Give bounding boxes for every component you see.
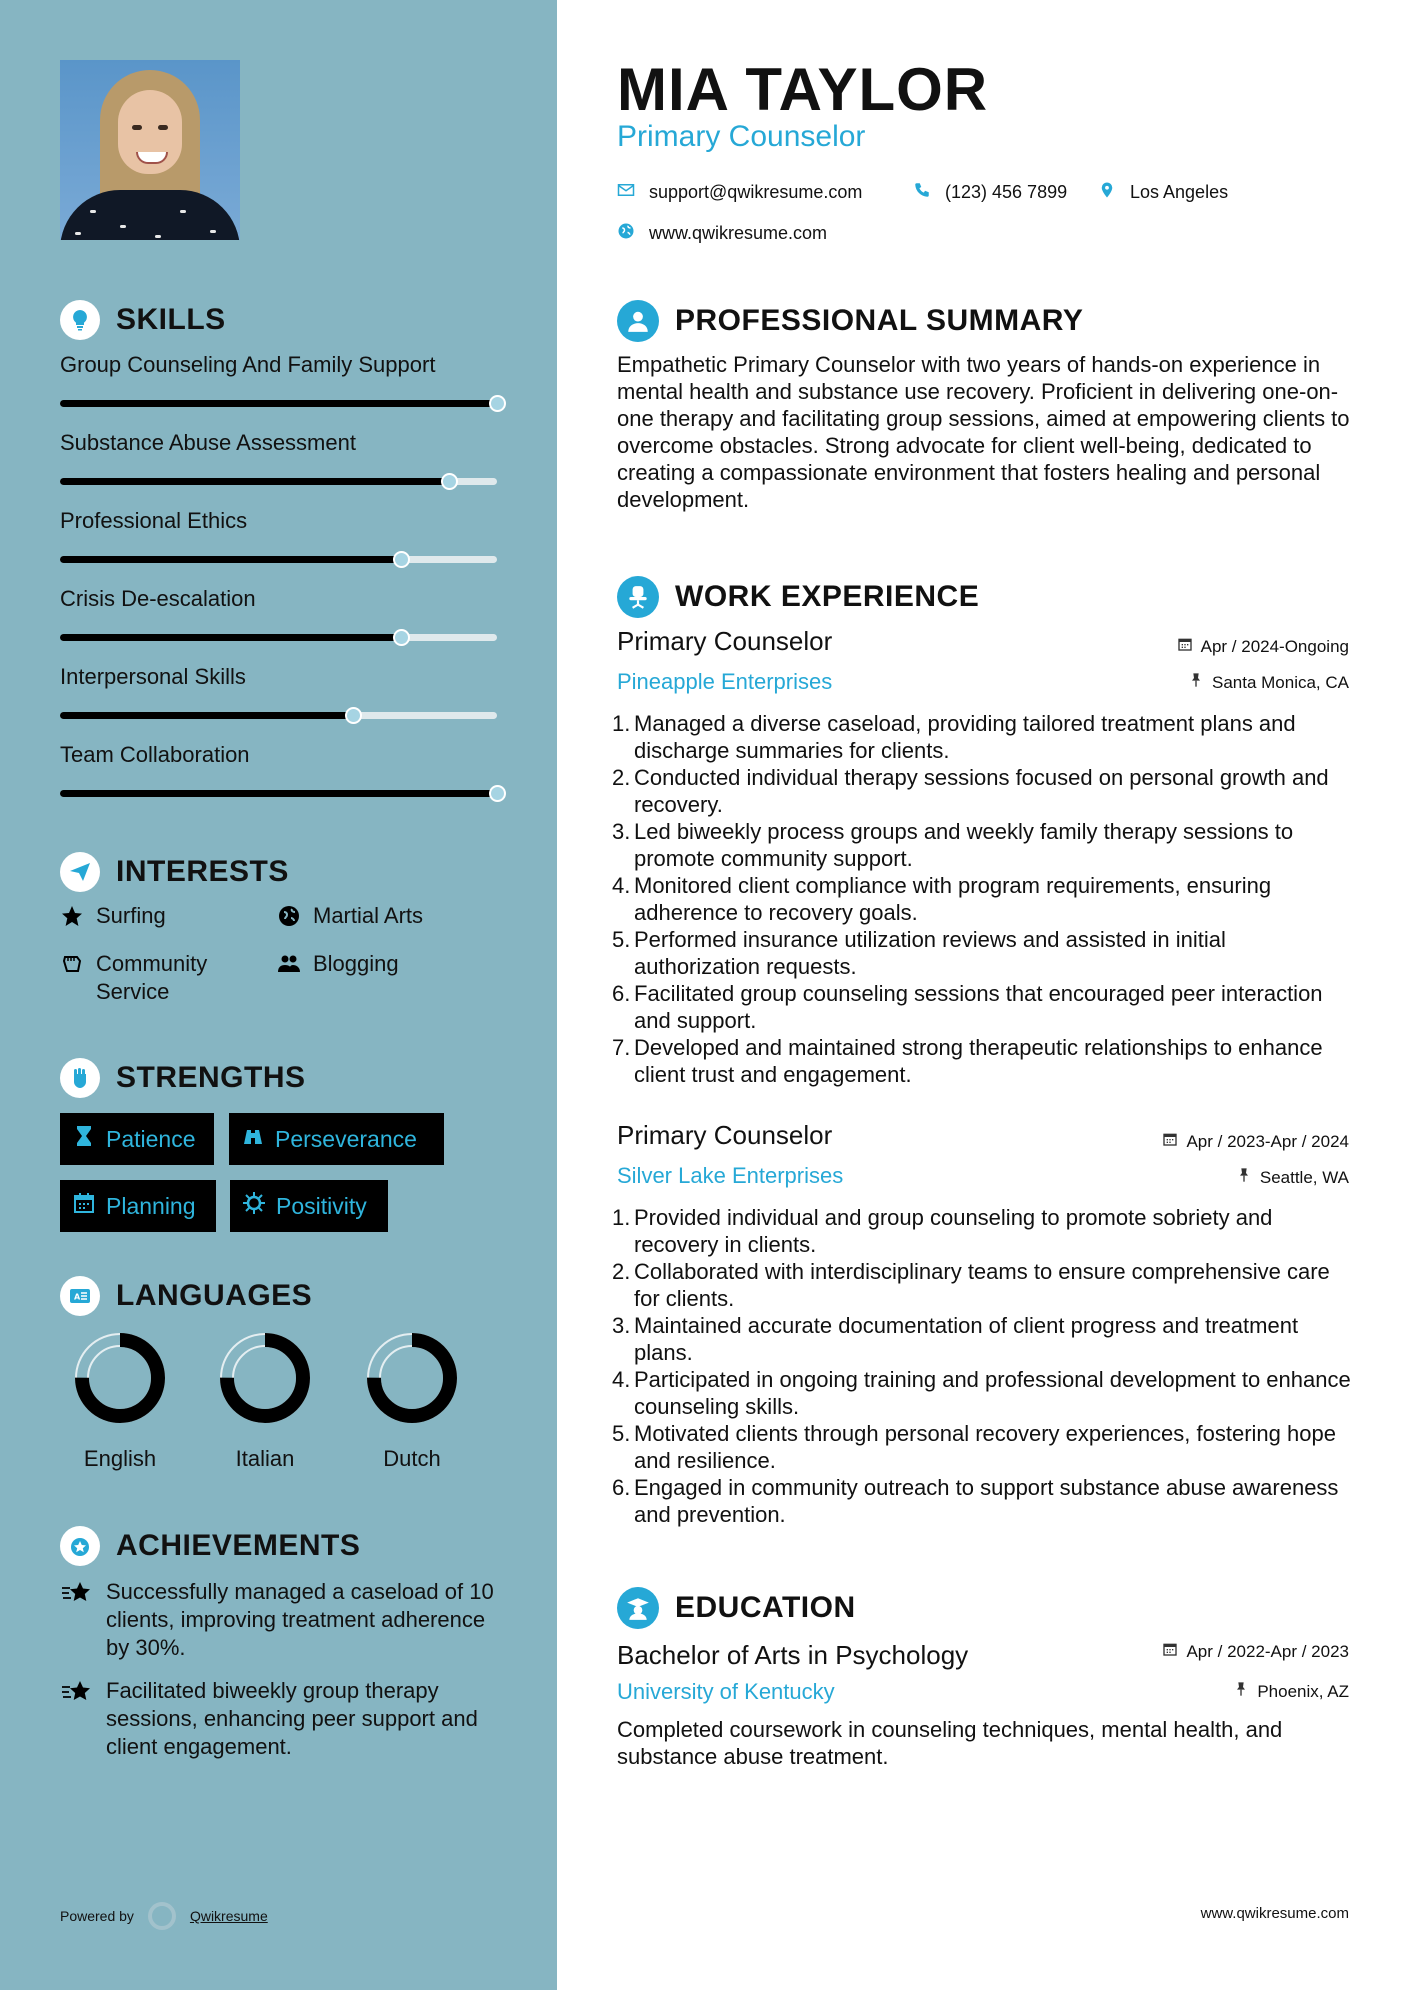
email-text: support@qwikresume.com [649, 182, 863, 202]
envelope-icon [617, 181, 635, 204]
skill-bar [60, 556, 497, 563]
bullet-number: 1. [612, 1205, 631, 1230]
bullet-text: Participated in ongoing training and professional development to enhance counseling skills. [634, 1367, 1351, 1419]
bullet-text: Maintained accurate documentation of client progress and treatment plans. [634, 1313, 1299, 1365]
job-bullet [612, 1420, 1357, 1474]
calendar-icon [1177, 636, 1193, 657]
calendar-icon [1162, 1131, 1178, 1152]
bullet-text: Performed insurance utilization reviews and assisted in initial authorization requests. [634, 927, 1226, 979]
qwikresume-logo-icon [148, 1902, 176, 1930]
star-icon [60, 902, 84, 935]
strength-label: Planning [106, 1192, 196, 1219]
bullet-text: Conducted individual therapy sessions focused on personal growth and recovery. [634, 765, 1329, 817]
interest-label: Blogging [313, 951, 399, 976]
bullet-text: Led biweekly process groups and weekly family therapy sessions to promote community support. [634, 819, 1294, 871]
location-text: Los Angeles [1130, 182, 1229, 202]
education-heading [617, 1587, 856, 1629]
chair-icon [617, 576, 659, 618]
degree-title: Bachelor of Arts in Psychology [617, 1640, 969, 1670]
achievement-text: Successfully managed a caseload of 10 clients, improving treatment adherence by 30%. [106, 1579, 494, 1660]
language-item [210, 1330, 320, 1472]
summary-text: Empathetic Primary Counselor with two years of hands-on experience in mental health and substance use recovery. Proficient in delivering one-on-one therapy and facilitating group sessions, aimed at empowering clients to overcome obstacles. Strong advocate for client well-being, dedicated to creating a compassionate environment that fosters healing and personal development. [617, 352, 1350, 512]
education-title: EDUCATION [675, 1591, 856, 1624]
calendar-icon [72, 1191, 96, 1221]
star-trophy-icon [60, 1578, 94, 1662]
interest-community-service [60, 950, 240, 1006]
profile-photo [60, 60, 240, 240]
job-bullets [612, 710, 1357, 1088]
interest-label: Martial Arts [313, 903, 424, 928]
fist-icon [60, 1058, 100, 1098]
contact-phone[interactable] [913, 181, 1067, 204]
hand-icon [60, 950, 84, 983]
job-company: Pineapple Enterprises [617, 669, 833, 694]
skill-label: Interpersonal Skills [60, 664, 246, 689]
candidate-role: Primary Counselor [617, 120, 866, 153]
sun-icon [242, 1191, 266, 1221]
job-bullet [612, 926, 1357, 980]
bullet-text: Managed a diverse caseload, providing tailored treatment plans and discharge summaries for clients. [634, 711, 1296, 763]
job-bullet [612, 710, 1357, 764]
language-level-ring [217, 1330, 313, 1426]
language-level-ring [364, 1330, 460, 1426]
bullet-number: 7. [612, 1035, 631, 1060]
achievements-heading [60, 1526, 360, 1566]
bullet-number: 2. [612, 1259, 631, 1284]
interest-label: Community Service [96, 951, 208, 1004]
language-item [65, 1330, 175, 1472]
skill-label: Crisis De-escalation [60, 586, 256, 611]
skill-bar [60, 634, 497, 641]
summary-title: PROFESSIONAL SUMMARY [675, 304, 1084, 337]
job-bullet [612, 764, 1357, 818]
skill-bar-fill [60, 634, 401, 641]
paper-plane-icon [60, 852, 100, 892]
job-bullet [612, 1366, 1357, 1420]
languages-heading [60, 1276, 312, 1316]
binoculars-icon [241, 1124, 265, 1154]
skill-label: Team Collaboration [60, 742, 250, 767]
strength-label: Patience [106, 1125, 196, 1152]
education-location [1233, 1681, 1349, 1702]
job-location [1188, 672, 1349, 693]
bullet-text: Engaged in community outreach to support substance abuse awareness and prevention. [634, 1475, 1339, 1527]
phone-icon [913, 181, 931, 204]
achievement-item [60, 1578, 500, 1662]
job-bullet [612, 980, 1357, 1034]
job-bullet [612, 1474, 1357, 1528]
graduate-icon [617, 1587, 659, 1629]
skill-bar-fill [60, 556, 401, 563]
skill-label: Group Counseling And Family Support [60, 352, 436, 377]
bullet-number: 4. [612, 1367, 631, 1392]
pushpin-icon [1233, 1681, 1249, 1702]
medal-icon [60, 1526, 100, 1566]
interests-heading [60, 852, 289, 892]
bullet-text: Motivated clients through personal recovery experiences, fostering hope and resilience. [634, 1421, 1336, 1473]
job-location-text: Seattle, WA [1259, 1167, 1349, 1187]
qwikresume-link[interactable]: Qwikresume [189, 1908, 268, 1924]
job-bullet [612, 1258, 1357, 1312]
skill-bar [60, 790, 497, 797]
skill-bar-fill [60, 712, 353, 719]
bullet-number: 6. [612, 981, 631, 1006]
bullet-number: 1. [612, 711, 631, 736]
hourglass-icon [72, 1124, 96, 1154]
skill-bar [60, 400, 497, 407]
star-trophy-icon [60, 1677, 94, 1761]
svg-text:A: A [74, 1292, 81, 1302]
user-icon [617, 300, 659, 342]
skill-label: Professional Ethics [60, 508, 248, 533]
job-bullet [612, 1204, 1357, 1258]
education-dates-text: Apr / 2022-Apr / 2023 [1186, 1641, 1349, 1661]
bullet-number: 3. [612, 819, 631, 844]
bullet-text: Provided individual and group counseling to promote sobriety and recovery in clients. [634, 1205, 1273, 1257]
bullet-number: 6. [612, 1475, 631, 1500]
education-text: Completed coursework in counseling techniques, mental health, and substance abuse treatment. [617, 1717, 1283, 1769]
strength-positivity [230, 1180, 388, 1232]
strength-label: Perseverance [275, 1125, 417, 1152]
candidate-name: MIA TAYLOR [617, 56, 989, 123]
skills-heading [60, 300, 226, 340]
skill-label: Substance Abuse Assessment [60, 430, 356, 455]
strength-label: Positivity [276, 1192, 367, 1219]
job-bullet [612, 1312, 1357, 1366]
language-name: English [83, 1446, 157, 1471]
skill-bar [60, 478, 497, 485]
achievement-item [60, 1677, 500, 1761]
sidebar [0, 0, 557, 1990]
interests-title: INTERESTS [116, 855, 289, 888]
interest-martial-arts [277, 902, 423, 935]
pushpin-icon [1236, 1167, 1252, 1188]
job-bullet [612, 872, 1357, 926]
bullet-number: 5. [612, 927, 631, 952]
language-item [357, 1330, 467, 1472]
strengths-heading [60, 1058, 306, 1098]
bullet-text: Monitored client compliance with program requirements, ensuring adherence to recovery goals. [634, 873, 1272, 925]
job-company: Silver Lake Enterprises [617, 1163, 844, 1188]
pushpin-icon [1188, 672, 1204, 693]
education-dates [1162, 1641, 1349, 1662]
language-card-icon [60, 1276, 100, 1316]
website-text: www.qwikresume.com [649, 223, 828, 243]
job-location [1236, 1167, 1349, 1188]
strength-perseverance [229, 1113, 444, 1165]
map-pin-icon [1098, 181, 1116, 204]
contact-website[interactable] [617, 222, 827, 245]
phone-text: (123) 456 7899 [945, 182, 1068, 202]
experience-heading [617, 576, 979, 618]
interest-label: Surfing [96, 903, 166, 928]
summary-heading [617, 300, 1083, 342]
powered-by-label: Powered by [60, 1908, 134, 1924]
footer-website[interactable]: www.qwikresume.com [1200, 1905, 1349, 1922]
job-title: Primary Counselor [617, 626, 833, 656]
bullet-number: 2. [612, 765, 631, 790]
skill-bar-knob [489, 785, 506, 802]
skill-bar-fill [60, 478, 449, 485]
job-bullet [612, 818, 1357, 872]
education-location-text: Phoenix, AZ [1257, 1681, 1349, 1701]
job-bullets [612, 1204, 1357, 1528]
strength-patience [60, 1113, 214, 1165]
skill-bar-knob [489, 395, 506, 412]
contact-location [1098, 181, 1228, 204]
job-dates [1177, 636, 1349, 657]
job-bullet [612, 1034, 1357, 1088]
skill-bar-knob [441, 473, 458, 490]
skill-bar-knob [393, 551, 410, 568]
job-dates-text: Apr / 2023-Apr / 2024 [1186, 1131, 1349, 1151]
languages-title: LANGUAGES [116, 1279, 313, 1312]
bullet-number: 3. [612, 1313, 631, 1338]
interest-blogging [277, 950, 399, 983]
strengths-title: STRENGTHS [116, 1061, 306, 1094]
globe-icon [617, 222, 635, 245]
skills-title: SKILLS [116, 303, 226, 336]
skill-bar-knob [393, 629, 410, 646]
job-title: Primary Counselor [617, 1120, 833, 1150]
contact-email[interactable] [617, 181, 862, 204]
job-dates-text: Apr / 2024-Ongoing [1200, 636, 1349, 656]
skill-bar-fill [60, 400, 497, 407]
bullet-text: Developed and maintained strong therapeutic relationships to enhance client trust and engagement. [634, 1035, 1323, 1087]
job-dates [1162, 1131, 1349, 1152]
bullet-text: Facilitated group counseling sessions that encouraged peer interaction and support. [634, 981, 1323, 1033]
school-name: University of Kentucky [617, 1679, 835, 1704]
language-name: Italian [235, 1446, 295, 1471]
bullet-text: Collaborated with interdisciplinary teams to ensure comprehensive care for clients. [634, 1259, 1330, 1311]
experience-title: WORK EXPERIENCE [675, 580, 980, 613]
achievements-title: ACHIEVEMENTS [116, 1529, 361, 1562]
job-location-text: Santa Monica, CA [1211, 672, 1349, 692]
interest-surfing [60, 902, 166, 935]
bullet-number: 5. [612, 1421, 631, 1446]
globe-icon [277, 902, 301, 935]
language-level-ring [72, 1330, 168, 1426]
language-name: Dutch [383, 1446, 441, 1471]
powered-by [60, 1902, 268, 1930]
skill-bar-fill [60, 790, 497, 797]
bullet-number: 4. [612, 873, 631, 898]
skill-bar [60, 712, 497, 719]
users-icon [277, 950, 301, 983]
skill-bar-knob [345, 707, 362, 724]
strength-planning [60, 1180, 216, 1232]
lightbulb-icon [60, 300, 100, 340]
calendar-icon [1162, 1641, 1178, 1662]
achievement-text: Facilitated biweekly group therapy sessions, enhancing peer support and client engagement. [106, 1678, 478, 1759]
